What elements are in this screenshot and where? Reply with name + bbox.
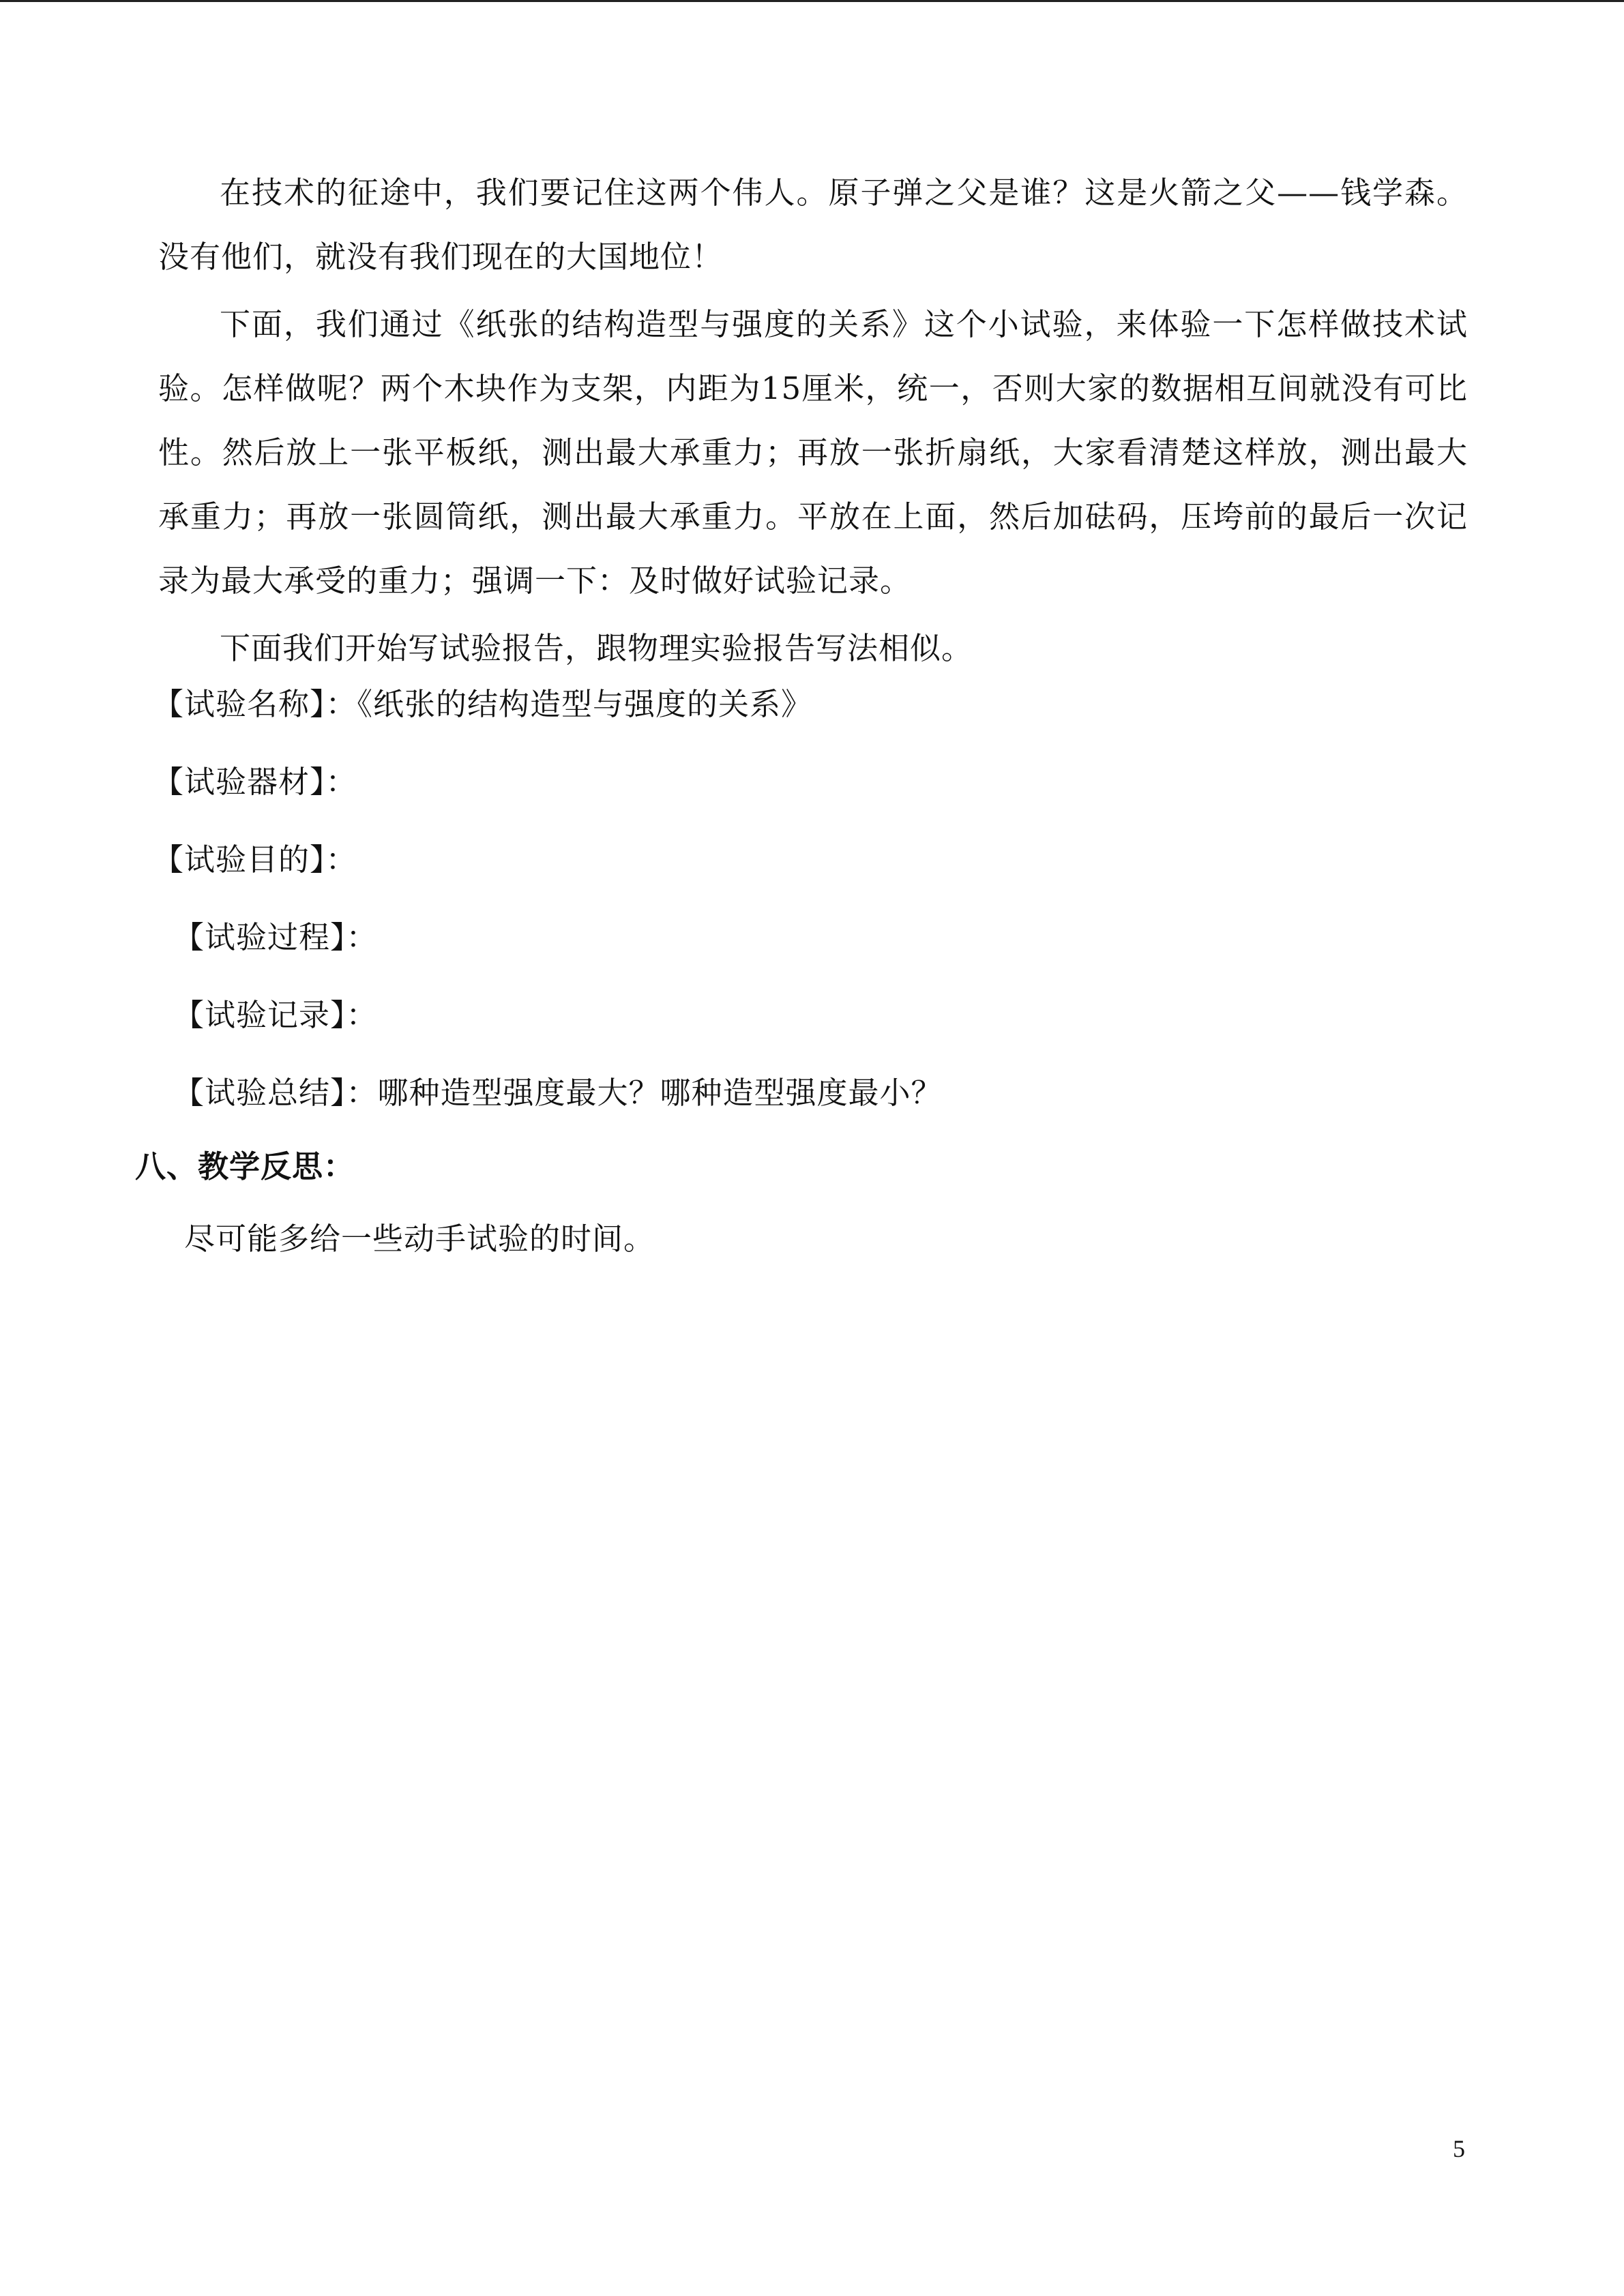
- section-heading-reflection: 八、教学反思：: [135, 1148, 355, 1184]
- report-item-name: 【试验名称】：《纸张的结构造型与强度的关系》: [153, 686, 813, 722]
- report-item-purpose: 【试验目的】：: [153, 841, 357, 878]
- page-number: 5: [1453, 2135, 1465, 2162]
- report-item-equipment: 【试验器材】：: [153, 764, 357, 800]
- page-top-border: [0, 0, 1624, 2]
- paragraph-report-intro: 下面我们开始写试验报告，跟物理实验报告写法相似。: [220, 630, 973, 666]
- reflection-text: 尽可能多给一些动手试验的时间。: [184, 1221, 655, 1257]
- document-body: [135, 161, 1468, 1259]
- report-item-summary: 【试验总结】：哪种造型强度最大？哪种造型强度最小？: [173, 1075, 943, 1111]
- paragraph-experiment: 下面，我们通过《纸张的结构造型与强度的关系》这个小试验，来体验一下怎样做技术试验。怎样做呢？两个木块作为支架，内距为15厘米，统一，否则大家的数据相互间就没有可比性。然后放上一张平板纸，测出最大承重力；再放一张折扇纸，大家看清楚这样放，测出最大承重力；再放一张圆筒纸，测出最大承重力。平放在上面，然后加砝码，压垮前的最后一次记录为最大承受的重力；强调一下：及时做好试验记录。: [158, 306, 1468, 599]
- report-item-process: 【试验过程】：: [173, 919, 378, 955]
- paragraph-intro: 在技术的征途中，我们要记住这两个伟人。原子弹之父是谁？这是火箭之父——钱学森。没有他们，就没有我们现在的大国地位！: [158, 175, 1468, 275]
- report-item-record: 【试验记录】：: [173, 997, 378, 1033]
